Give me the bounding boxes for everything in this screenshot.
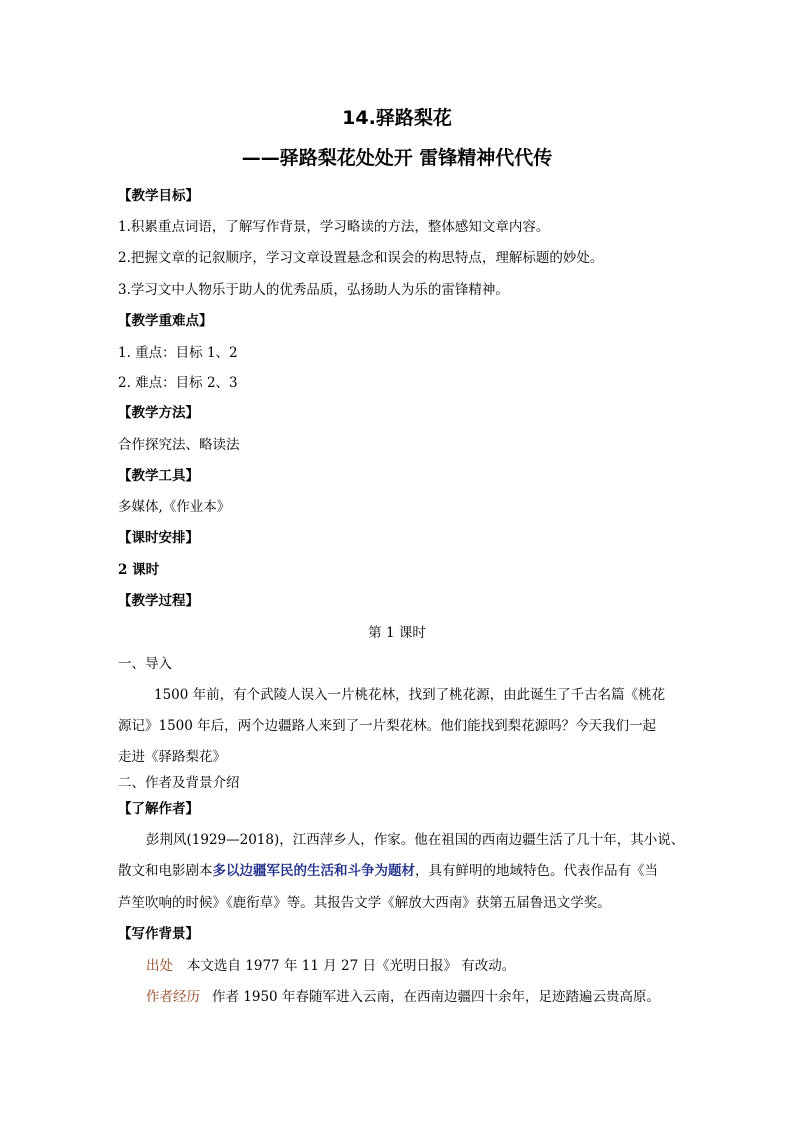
author-highlight: 多以边疆军民的生活和斗争为题材 bbox=[212, 863, 415, 879]
author-line-2 bbox=[118, 861, 658, 881]
lesson-subtitle: ——驿路梨花处处开 雷锋精神代代传 bbox=[241, 147, 553, 169]
goal-item-3: 3.学习文中人物乐于助人的优秀品质，弘扬助人为乐的雷锋精神。 bbox=[118, 282, 509, 298]
tools-text: 多媒体,《作业本》 bbox=[118, 499, 231, 515]
author-line-3: 芦笙吹响的时候》《鹿衔草》等。其报告文学《解放大西南》获第五届鲁迅文学奖。 bbox=[118, 895, 611, 911]
process-heading: 【教学过程】 bbox=[118, 593, 199, 609]
method-text: 合作探究法、略读法 bbox=[118, 437, 240, 453]
intro-line-3: 走进《驿路梨花》 bbox=[118, 749, 226, 765]
lesson-title: 14.驿路梨花 bbox=[342, 107, 452, 129]
author-line-1: 彭荆风(1929—2018)，江西萍乡人，作家。他在祖国的西南边疆生活了几十年，其小说、 bbox=[146, 832, 685, 848]
intro-heading: 一、导入 bbox=[118, 656, 172, 672]
experience-text: 作者 1950 年春随军进入云南，在西南边疆四十余年，足迹踏遍云贵高原。 bbox=[212, 989, 660, 1005]
tools-heading: 【教学工具】 bbox=[118, 468, 199, 484]
intro-line-2: 源记》1500 年后，两个边疆路人来到了一片梨花林。他们能找到梨花源吗？今天我们一起 bbox=[118, 718, 657, 734]
key-point-1: 1. 重点：目标 1、2 bbox=[118, 345, 238, 361]
intro-line-1: 1500 年前，有个武陵人误入一片桃花林，找到了桃花源，由此诞生了千古名篇《桃花 bbox=[154, 687, 666, 703]
experience-label: 作者经历 bbox=[146, 989, 200, 1005]
background-heading: 【写作背景】 bbox=[118, 926, 199, 942]
author-section-heading: 二、作者及背景介绍 bbox=[118, 775, 240, 791]
author-line-2-start: 散文和电影剧本 bbox=[118, 863, 213, 879]
lesson-label: 第 1 课时 bbox=[368, 625, 426, 641]
know-author-heading: 【了解作者】 bbox=[118, 801, 199, 817]
key-point-2: 2. 难点：目标 2、3 bbox=[118, 375, 238, 391]
source-line bbox=[146, 956, 515, 976]
source-text: 本文选自 1977 年 11 月 27 日《光明日报》 有改动。 bbox=[187, 958, 516, 974]
experience-line bbox=[146, 987, 660, 1007]
goals-heading: 【教学目标】 bbox=[118, 188, 199, 204]
hours-text: 2 课时 bbox=[118, 562, 160, 578]
key-points-heading: 【教学重难点】 bbox=[118, 313, 213, 329]
hours-heading: 【课时安排】 bbox=[118, 530, 199, 546]
author-line-2-end: ，具有鲜明的地域特色。代表作品有《当 bbox=[415, 863, 658, 879]
source-label: 出处 bbox=[146, 958, 173, 974]
goal-item-2: 2.把握文章的记叙顺序，学习文章设置悬念和误会的构思特点，理解标题的妙处。 bbox=[118, 250, 604, 266]
method-heading: 【教学方法】 bbox=[118, 405, 199, 421]
goal-item-1: 1.积累重点词语，了解写作背景，学习略读的方法，整体感知文章内容。 bbox=[118, 219, 550, 235]
